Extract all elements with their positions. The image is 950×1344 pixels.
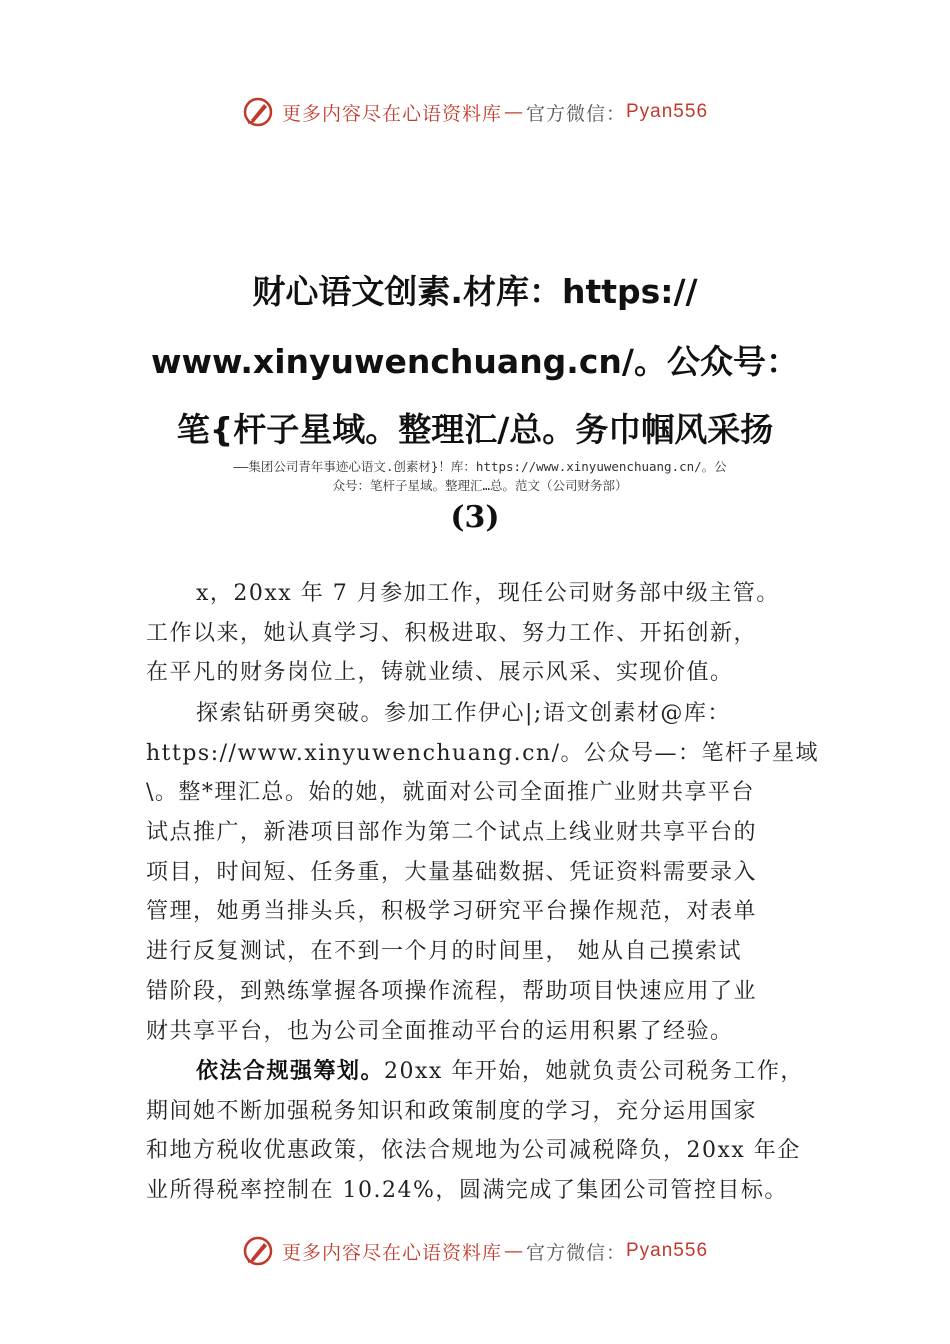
subtitle-line-1: ——集团公司青年事迹心语文.创素材}！库：https://www.xinyuwenchuang.cn/。公 [233,459,727,474]
paragraph-line: 期间她不断加强税务知识和政策制度的学习，充分运用国家 [146,1098,758,1124]
banner-slogan: 更多内容尽在心语资料库 [281,102,502,125]
paragraph-line-rest: 20xx 年开始，她就负责公司税务工作， [384,1059,804,1084]
paragraph-line: 工作以来，她认真学习、积极进取、努力工作、开拓创新， [146,620,758,646]
banner-wechat-id: Pyan556 [626,101,709,122]
banner-wechat-label: 官方微信： [525,102,626,125]
banner-separator: — [503,1240,524,1262]
banner-separator: — [503,101,524,123]
paragraph-2 [146,694,826,1051]
paragraph-line: 和地方税收优惠政策，依法合规地为公司减税降负，20xx 年企 [146,1138,801,1164]
title-line-3: 笔{杆子星域。整理汇/总。务巾帼风采扬 [176,410,774,449]
paragraph-1 [146,574,826,693]
paragraph-3 [146,1052,826,1211]
paragraph-line: 在平凡的财务岗位上，铸就业绩、展示风采、实现价值。 [146,660,734,686]
footer-banner [0,1235,950,1267]
header-banner [0,96,950,128]
paragraph-line: 错阶段，到熟练掌握各项操作流程，帮助项目快速应用了业 [146,978,758,1004]
pen-logo-icon [242,1235,274,1267]
paragraph-line [146,1052,826,1092]
title-line-2: www.xinyuwenchuang.cn/。公众号： [151,342,799,381]
subtitle-line-2: 众号：笔杆子星域。整理汇…总。范文（公司财务部） [332,478,628,493]
banner-wechat-label: 官方微信： [525,1241,626,1264]
section-number: (3) [450,500,500,535]
paragraph-lead-heading: 依法合规强筹划。 [196,1059,385,1084]
paragraph-line: 探索钻研勇突破。参加工作伊心|;语文创素材@库： [196,701,731,726]
paragraph-line: \。整*理汇总。始的她，就面对公司全面推广业财共享平台 [146,780,755,806]
paragraph-line: 进行反复测试，在不到一个月的时间里， 她从自己摸索试 [146,939,742,965]
pen-logo-icon [242,96,274,128]
title-line-1: 财心语文创素.材库：https:// [252,272,698,311]
banner-slogan: 更多内容尽在心语资料库 [281,1241,502,1264]
paragraph-line: 项目，时间短、任务重，大量基础数据、凭证资料需要录入 [146,859,758,885]
banner-wechat-id: Pyan556 [626,1240,709,1261]
paragraph-line: https://www.xinyuwenchuang.cn/。公众号—：笔杆子星域 [146,740,819,766]
paragraph-line: x，20xx 年 7 月参加工作，现任公司财务部中级主管。 [196,581,780,606]
paragraph-line: 试点推广，新港项目部作为第二个试点上线业财共享平台的 [146,820,758,846]
paragraph-line: 财共享平台，也为公司全面推动平台的运用积累了经验。 [146,1018,734,1044]
paragraph-line: 管理，她勇当排头兵，积极学习研究平台操作规范，对表单 [146,899,758,925]
paragraph-line: 业所得税率控制在 10.24%，圆满完成了集团公司管控目标。 [146,1178,788,1204]
